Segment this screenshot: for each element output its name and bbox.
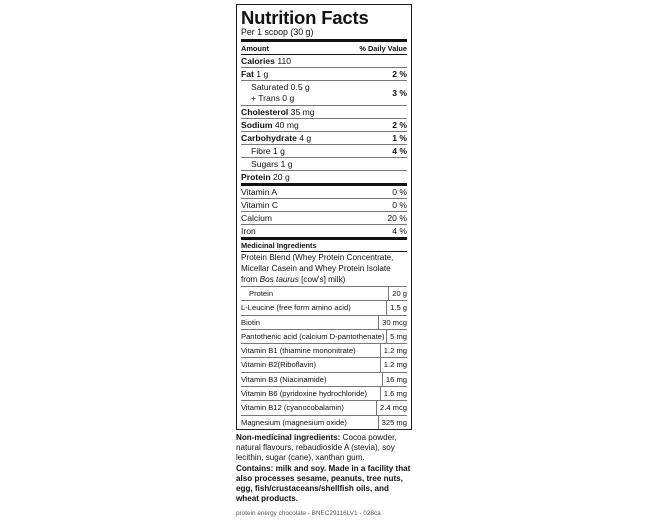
carbohydrate-pct: 1 %	[392, 133, 407, 143]
product-code-footer: protein energy chocolate - BNEC29116LV1 - 028ca	[236, 510, 381, 518]
calories-value: 110	[277, 56, 292, 66]
vitamin-label: Vitamin C	[241, 200, 279, 210]
ingredient-name: Pantothenic acid (calcium D-pantothenate)	[241, 331, 385, 341]
ingredient-name: L-Leucine (free form amino acid)	[241, 303, 351, 313]
non-medicinal-text: Cocoa powder, natural flavours, rebaudioside A (stevia), soy lecithin, sugar (cane), xanthan gum.	[236, 432, 397, 463]
sugars-value: 1 g	[280, 159, 293, 169]
medicinal-row	[241, 287, 407, 301]
medicinal-row	[241, 344, 407, 358]
ingredient-amount: 325 mg	[378, 416, 407, 429]
sodium-pct: 2 %	[392, 120, 407, 130]
medicinal-list	[241, 287, 407, 429]
medicinal-row	[241, 358, 407, 372]
non-medicinal-heading: Non-medicinal ingredients:	[236, 432, 341, 442]
nutrition-label	[236, 4, 412, 517]
nutrition-facts-panel	[236, 4, 412, 430]
fat-value: 1 g	[256, 69, 269, 79]
ingredient-name: Protein	[249, 289, 274, 298]
trans-label: + Trans	[251, 93, 280, 103]
ingredient-name: Vitamin B6 (pyridoxine hydrochloride)	[241, 389, 368, 399]
medicinal-heading: Medicinal Ingredients	[241, 240, 407, 252]
medicinal-row	[241, 316, 407, 330]
ingredient-name: Magnesium (magnesium oxide)	[241, 417, 347, 427]
vitamin-row	[241, 225, 407, 240]
ingredient-amount: 1.2 mg	[380, 344, 407, 357]
allergen-statement: Contains: milk and soy. Made in a facility that also processes sesame, peanuts, tree nuts, egg, fish/crustaceans/shellfish oils, and wheat products.	[236, 463, 411, 504]
fat-pct: 2 %	[392, 69, 407, 79]
medicinal-row	[241, 373, 407, 387]
ingredient-amount: 5 mg	[386, 330, 407, 343]
daily-value-header: % Daily Value	[359, 44, 407, 53]
vitamin-pct: 20 %	[387, 213, 407, 223]
sugars-label: Sugars	[251, 159, 279, 169]
carbohydrate-label: Carbohydrate	[241, 133, 297, 143]
protein-value: 20 g	[273, 172, 290, 182]
fibre-value: 1 g	[272, 146, 285, 156]
serving-size: Per 1 scoop (30 g)	[241, 27, 314, 37]
non-medicinal-ingredients	[236, 433, 412, 504]
blend-species: Bos taurus	[259, 275, 299, 284]
fibre-row	[241, 145, 407, 158]
ingredient-amount: 1.5 g	[386, 301, 407, 314]
vitamin-row	[241, 186, 407, 199]
vitamin-pct: 4 %	[392, 226, 407, 236]
sugars-row	[241, 158, 407, 171]
saturated-trans-row	[241, 81, 407, 106]
medicinal-row	[241, 301, 407, 315]
amount-header: Amount	[241, 44, 269, 53]
trans-value: 0 g	[282, 93, 295, 103]
ingredient-name: Vitamin B1 (thiamine mononitrate)	[241, 346, 356, 356]
saturated-label: Saturated	[251, 82, 289, 92]
vitamin-row	[241, 212, 407, 225]
ingredient-name: Vitamin B12 (cyanocobalamin)	[241, 403, 344, 413]
saturated-value: 0.5 g	[290, 82, 310, 92]
carbohydrate-value: 4 g	[299, 133, 312, 143]
ingredient-amount: 30 mcg	[378, 316, 407, 329]
vitamin-label: Calcium	[241, 213, 273, 223]
ingredient-name: Vitamin B3 (Niacinamide)	[241, 374, 327, 384]
vitamin-pct: 0 %	[392, 187, 407, 197]
protein-label: Protein	[241, 172, 271, 182]
protein-blend-text	[241, 252, 407, 287]
fat-row	[241, 68, 407, 81]
medicinal-row	[241, 401, 407, 415]
sodium-row	[241, 119, 407, 132]
fibre-pct: 4 %	[392, 146, 407, 156]
vitamin-label: Vitamin A	[241, 187, 278, 197]
protein-row	[241, 171, 407, 186]
column-header	[241, 39, 407, 55]
fat-label: Fat	[241, 69, 254, 79]
sodium-label: Sodium	[241, 120, 273, 130]
cholesterol-value: 35 mg	[290, 107, 315, 117]
cholesterol-row	[241, 106, 407, 119]
ingredient-name: Vitamin B2(Riboflavin)	[241, 360, 316, 370]
vitamin-pct: 0 %	[392, 200, 407, 210]
fibre-label: Fibre	[251, 146, 271, 156]
blend-text-end: [cow's] milk)	[298, 275, 346, 284]
ingredient-amount: 1.2 mg	[380, 358, 407, 371]
ingredient-name: Biotin	[241, 317, 260, 327]
ingredient-amount: 2.4 mcg	[376, 401, 407, 414]
saturated-trans-pct: 3 %	[392, 87, 407, 98]
calories-row	[241, 55, 407, 68]
medicinal-row	[241, 416, 407, 429]
ingredient-amount: 20 g	[388, 287, 407, 300]
panel-title: Nutrition Facts	[241, 7, 369, 28]
sodium-value: 40 mg	[274, 120, 299, 130]
carbohydrate-row	[241, 132, 407, 145]
cholesterol-label: Cholesterol	[241, 107, 289, 117]
medicinal-row	[241, 330, 407, 344]
blend-text: Protein Blend (Whey Protein Concentrate, Micellar Casein and Whey Protein Isolate from	[241, 253, 394, 284]
ingredient-amount: 16 mg	[382, 373, 407, 386]
calories-label: Calories	[241, 56, 275, 66]
ingredient-amount: 1.6 mg	[380, 387, 407, 400]
vitamin-row	[241, 199, 407, 212]
vitamin-label: Iron	[241, 226, 256, 236]
medicinal-row	[241, 387, 407, 401]
